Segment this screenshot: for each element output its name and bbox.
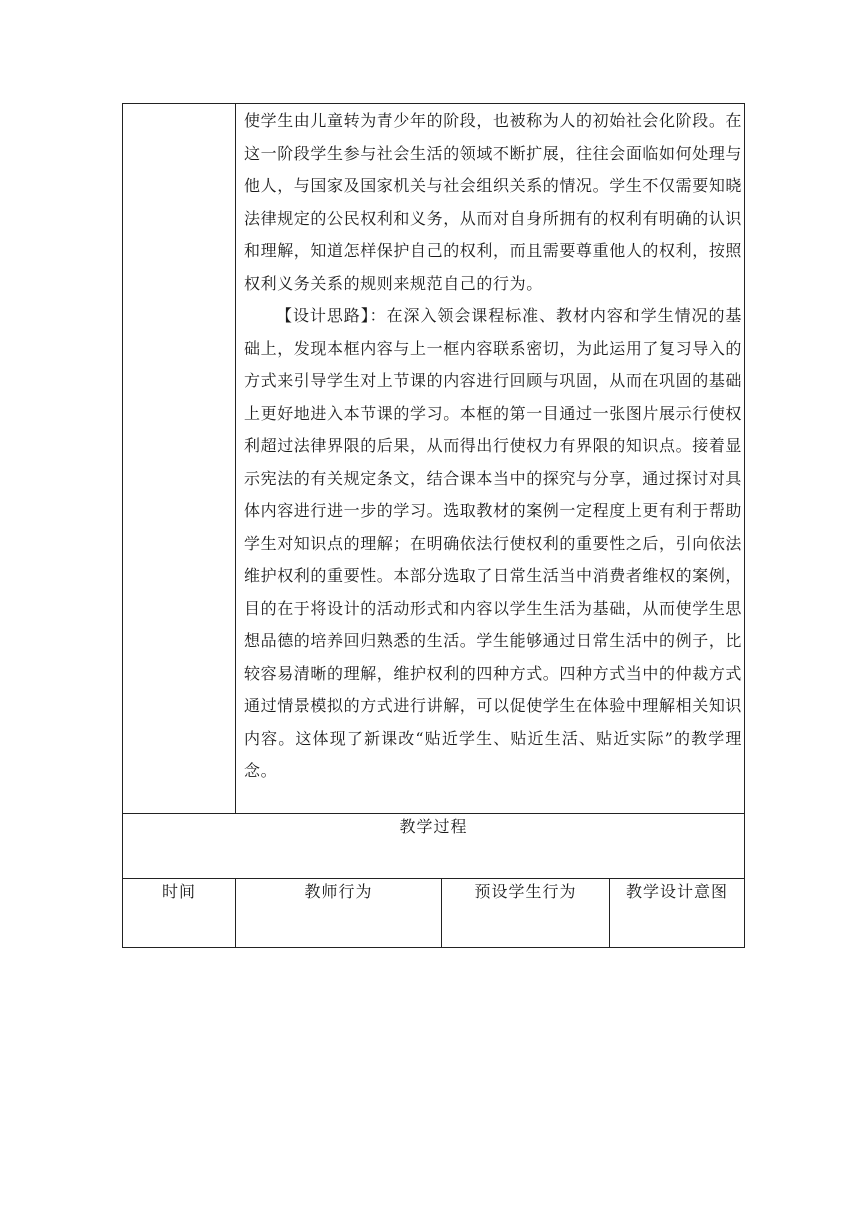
lesson-plan-table — [122, 103, 745, 948]
design-idea-body: ：在深入领会课程标准、教材内容和学生情况的基础上，发现本框内容与上一框内容联系密切，为此运用了复习导入的方式来引导学生对上节课的内容进行回顾与巩固，从而在巩固的基础上更好地进入本节课的学习。本框的第一目通过一张图片展示行使权利超过法律界限的后果，从而得出行使权力有界限的知识点。接着显示宪法的有关规定条文，结合课本当中的探究与分享，通过探讨对具体内容进行进一步的学习。选取教材的案例一定程度上更有利于帮助学生对知识点的理解；在明确依法行使权利的重要性之后，引向依法维护权利的重要性。本部分选取了日常生活当中消费者维权的案例，目的在于将设计的活动形式和内容以学生生活为基础，从而使学生思想品德的培养回归熟悉的生活。学生能够通过日常生活中的例子，比较容易清晰的理解，维护权利的四种方式。四种方式当中的仲裁方式通过情景模拟的方式进行讲解，可以促使学生在体验中理解相关知识内容。这体现了新课改“贴近学生、贴近生活、贴近实际”的教学理念。 — [244, 306, 743, 780]
column-header-intent: 教学设计意图 — [610, 879, 745, 948]
column-header-student: 预设学生行为 — [442, 879, 610, 948]
content-cell — [236, 104, 745, 814]
student-analysis-paragraph: 使学生由儿童转为青少年的阶段，也被称为人的初始社会化阶段。在这一阶段学生参与社会生活的领域不断扩展，往往会面临如何处理与他人，与国家及国家机关与社会组织关系的情况。学生不仅需要知晓法律规定的公民权利和义务，从而对自身所拥有的权利有明确的认识和理解，知道怎样保护自己的权利，而且需要尊重他人的权利，按照权利义务关系的规则来规范自己的行为。 — [244, 111, 743, 293]
content-row — [123, 104, 745, 814]
section-title: 教学过程 — [123, 814, 745, 879]
design-idea-paragraph — [244, 300, 742, 788]
process-header-row — [123, 879, 745, 948]
section-title-row — [123, 814, 745, 879]
column-header-time: 时间 — [123, 879, 236, 948]
empty-label-cell — [123, 104, 236, 814]
design-idea-heading: 【设计思路】 — [276, 306, 370, 325]
column-header-teacher: 教师行为 — [236, 879, 442, 948]
